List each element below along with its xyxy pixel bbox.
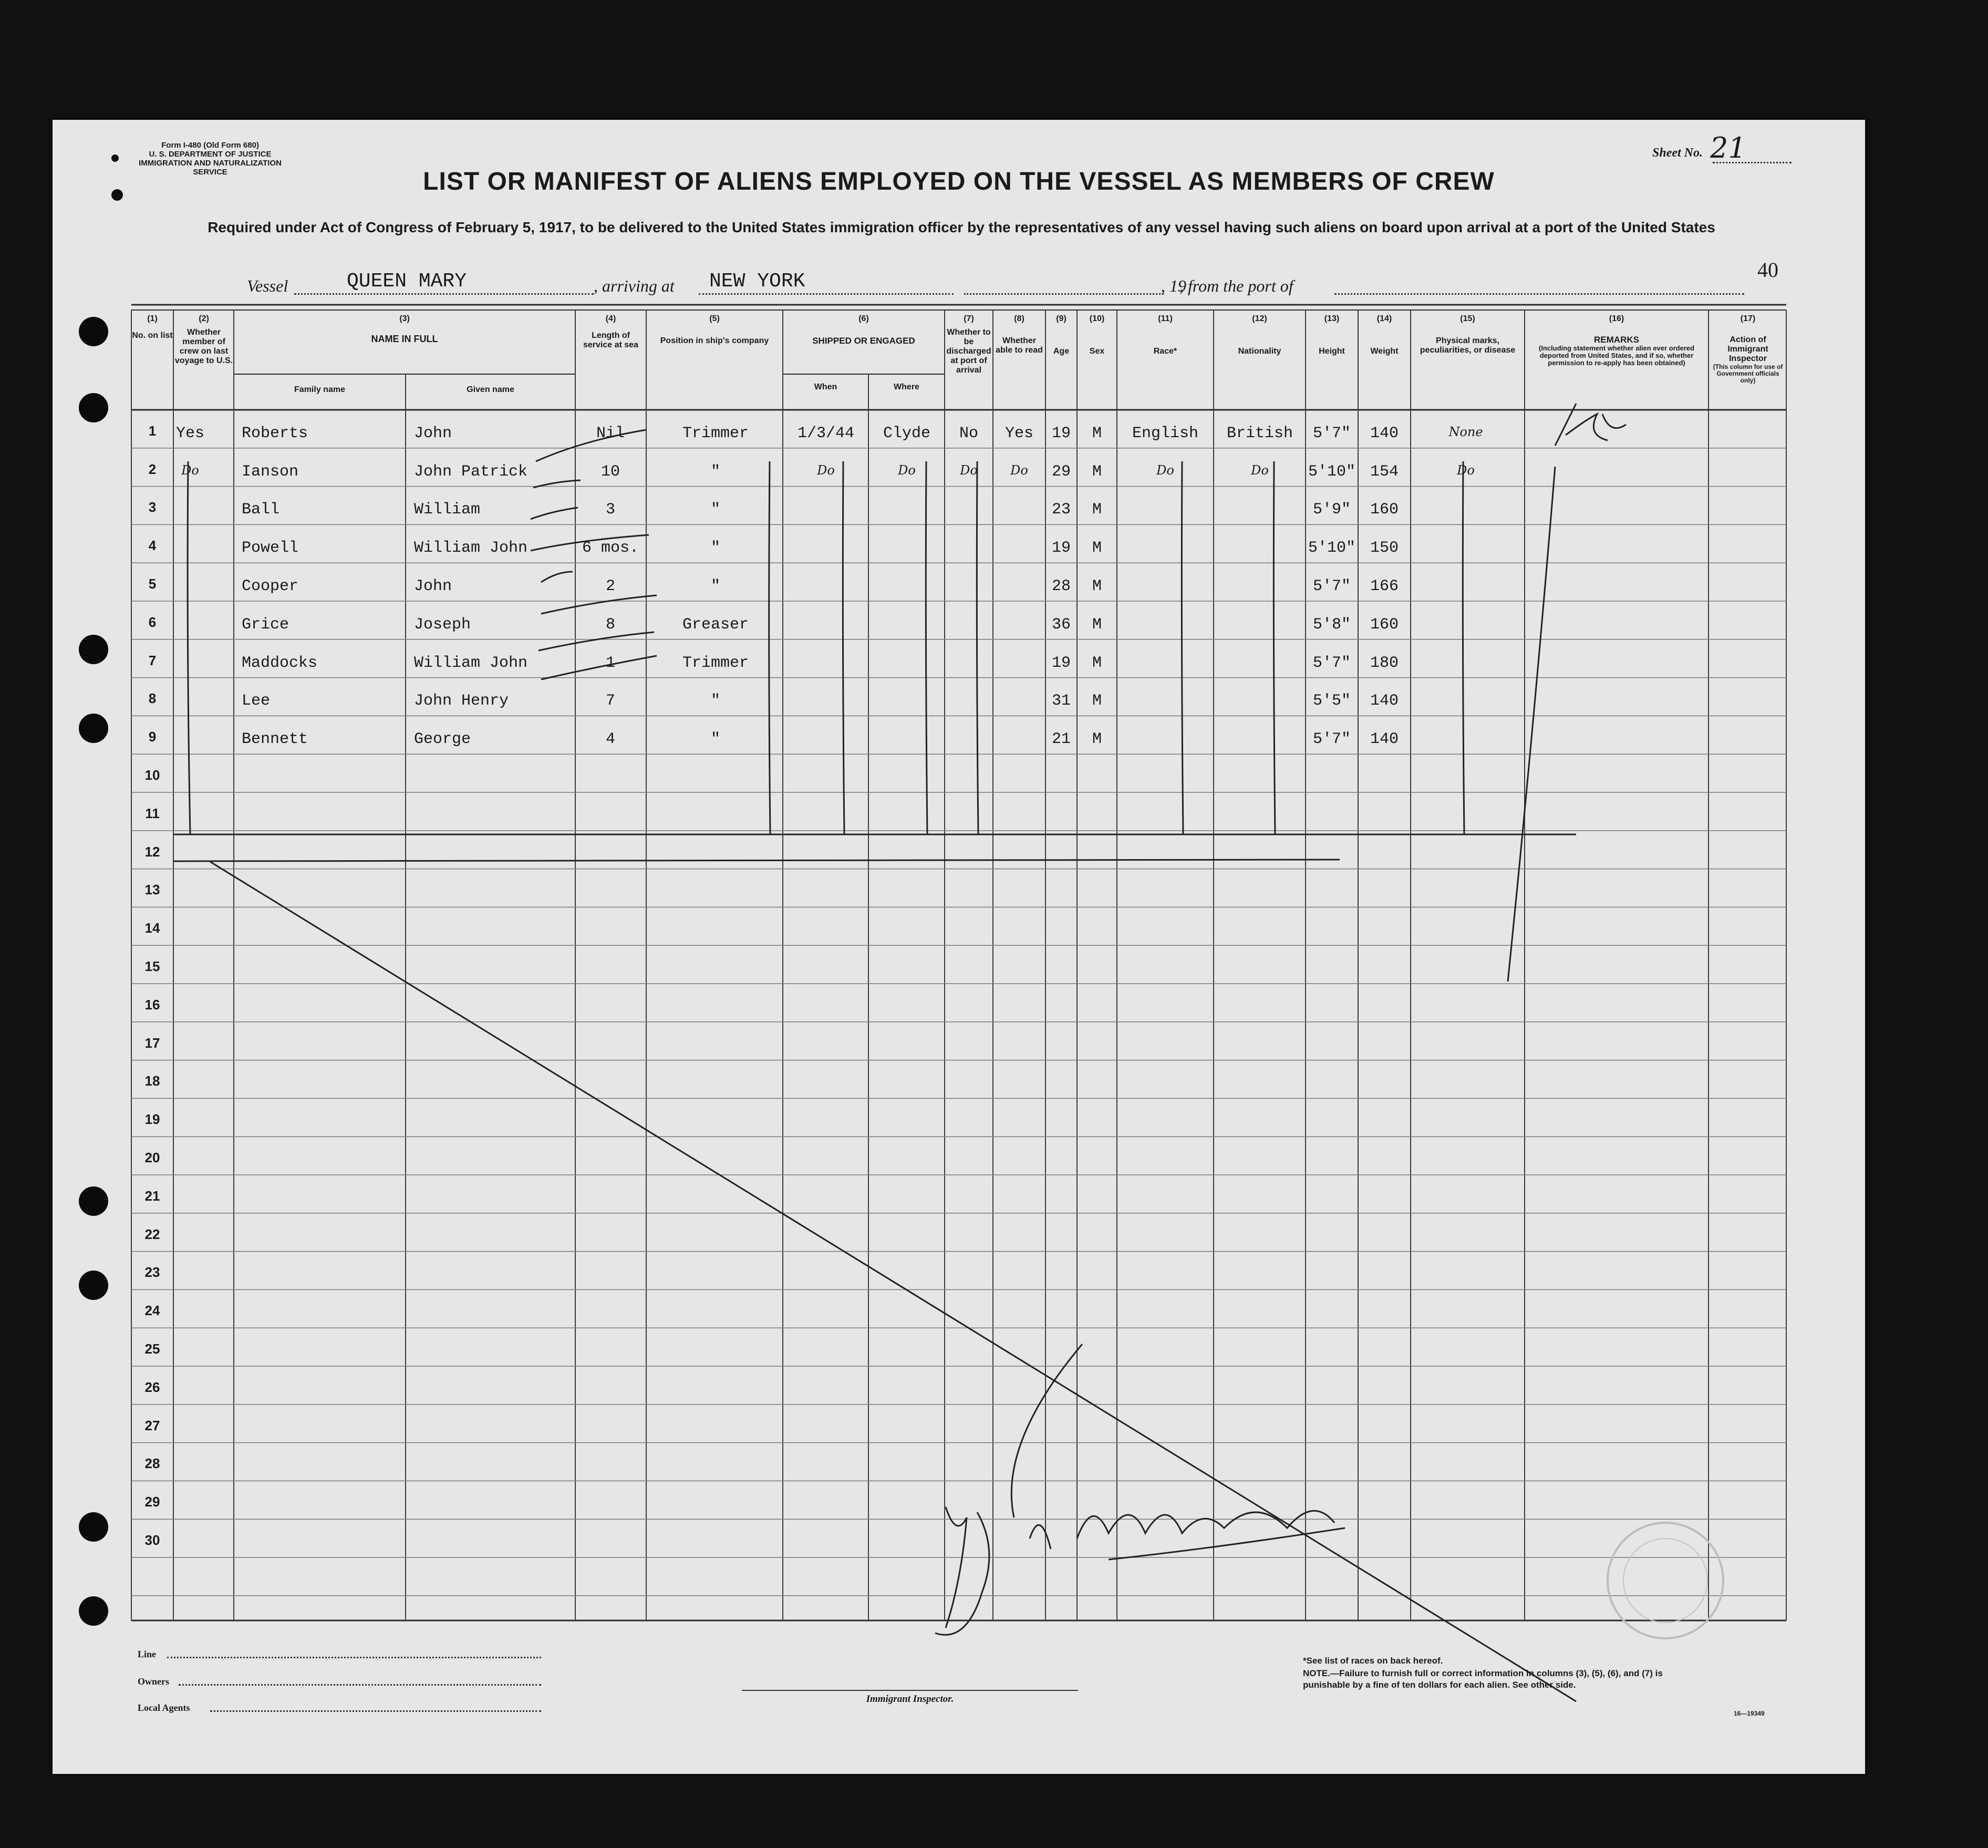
cell-discharged: No (959, 424, 978, 442)
immigrant-inspector-label: Immigrant Inspector. (866, 1694, 954, 1705)
col-header-race: (11) Race* (1153, 314, 1177, 356)
cell-age: 28 (1051, 577, 1071, 595)
cell-sex: M (1092, 615, 1102, 634)
row-number: 12 (144, 843, 160, 860)
cell-family: Maddocks (242, 654, 318, 672)
cell-height: 5'8" (1312, 615, 1351, 634)
row-number: 28 (144, 1455, 160, 1472)
cell-race: English (1132, 424, 1199, 442)
col-header-given-name: Given name (467, 385, 514, 394)
cell-marks: None (1448, 424, 1483, 439)
cell-sex: M (1092, 654, 1102, 672)
cell-given: John Patrick (414, 462, 528, 481)
row-number: 2 (148, 461, 157, 477)
col-header-age: (9) Age (1053, 314, 1070, 356)
cell-family: Grice (242, 615, 289, 634)
row-number: 25 (144, 1341, 160, 1357)
row-number: 14 (144, 920, 160, 936)
col-header-service: (4) Length of service at sea (583, 314, 638, 349)
cell-height: 5'9" (1312, 501, 1351, 519)
row-number: 4 (148, 538, 157, 554)
cell-when: Do (817, 462, 835, 478)
cell-family: Roberts (242, 424, 308, 442)
col-header-when: When (814, 383, 837, 391)
row-number: 10 (144, 767, 160, 783)
cell-nationality: British (1226, 424, 1293, 442)
col-header-weight: (14) Weight (1370, 314, 1399, 356)
cell-height: 5'5" (1312, 692, 1351, 710)
col-header-family-name: Family name (294, 385, 345, 394)
year-label: , 19 (1161, 276, 1186, 295)
cell-given: William (414, 501, 481, 519)
cell-where: Do (898, 462, 916, 478)
form-code: 16—19349 (1734, 1710, 1765, 1717)
cell-sex: M (1092, 462, 1102, 481)
cell-position: " (710, 462, 720, 481)
cell-last-voyage: Yes (175, 424, 204, 442)
cell-sex: M (1092, 730, 1102, 749)
cell-age: 31 (1051, 692, 1071, 710)
cell-position: " (710, 539, 720, 558)
row-number: 5 (148, 576, 157, 592)
owners-label: Owners (138, 1676, 169, 1687)
cell-service: 8 (605, 615, 615, 634)
cell-given: William John (414, 654, 528, 672)
row-number: 11 (145, 805, 160, 821)
col-header-discharged: (7) Whether to be discharged at port of arrival (946, 314, 991, 375)
cell-family: Lee (242, 692, 271, 710)
cell-position: Trimmer (682, 654, 749, 672)
col-header-position: (5) Position in ship's company (660, 314, 769, 345)
row-number: 29 (144, 1494, 160, 1510)
row-number: 23 (144, 1264, 160, 1281)
row-number: 24 (144, 1303, 160, 1319)
arriving-label: , arriving at (594, 276, 675, 295)
col-header-where: Where (894, 383, 919, 391)
row-number: 9 (148, 729, 157, 745)
cell-age: 29 (1051, 462, 1071, 481)
vessel-label: Vessel (247, 276, 288, 295)
col-header-sex: (10) Sex (1089, 314, 1105, 356)
cell-nationality: Do (1251, 462, 1269, 478)
cell-family: Bennett (242, 730, 308, 749)
cell-position: Greaser (682, 615, 749, 634)
cell-given: Joseph (414, 615, 471, 634)
cell-sex: M (1092, 692, 1102, 710)
manifest-sheet (53, 120, 1865, 1774)
col-header-marks: (15) Physical marks, peculiarities, or disease (1420, 314, 1516, 355)
cell-given: John Henry (414, 692, 509, 710)
row-number: 27 (144, 1417, 160, 1433)
cell-position: Trimmer (682, 424, 749, 442)
row-number: 18 (144, 1073, 160, 1089)
row-number: 30 (144, 1532, 160, 1548)
cell-family: Cooper (242, 577, 299, 595)
cell-sex: M (1092, 539, 1102, 558)
cell-height: 5'7" (1312, 730, 1351, 749)
from-port-label: , from the port of (1179, 276, 1293, 295)
cell-last-voyage: Do (181, 462, 199, 478)
cell-race: Do (1156, 462, 1174, 478)
cell-position: " (710, 692, 720, 710)
col-header-shipped: (6) SHIPPED OR ENGAGED (812, 314, 915, 346)
row-number: 20 (144, 1150, 160, 1165)
races-note: *See list of races on back hereof. (1303, 1656, 1443, 1666)
cell-sex: M (1092, 501, 1102, 519)
row-number: 6 (148, 614, 157, 630)
cell-age: 23 (1051, 501, 1071, 519)
row-number: 7 (148, 652, 157, 668)
cell-height: 5'10" (1308, 539, 1355, 558)
cell-service: 7 (605, 692, 615, 710)
sheet-label: Sheet No. (1652, 146, 1703, 160)
cell-weight: 180 (1370, 654, 1399, 672)
cell-height: 5'10" (1308, 462, 1355, 481)
arriving-port: NEW YORK (709, 270, 805, 293)
cell-position: " (710, 730, 720, 749)
cell-age: 36 (1051, 615, 1071, 634)
penalty-note: NOTE.—Failure to furnish full or correct information in columns (3), (5), (6), and (7) is punishable by a fine of ten dollars for each alien. See other side. (1303, 1668, 1663, 1690)
cell-sex: M (1092, 577, 1102, 595)
cell-weight: 140 (1370, 692, 1399, 710)
cell-age: 19 (1051, 654, 1071, 672)
row-number: 13 (144, 882, 160, 898)
cell-given: William John (414, 539, 528, 558)
row-number: 21 (144, 1188, 160, 1204)
col-header-nationality: (12) Nationality (1238, 314, 1281, 356)
cell-weight: 166 (1370, 577, 1399, 595)
row-number: 26 (144, 1379, 160, 1395)
row-number: 3 (148, 499, 157, 515)
cell-service: 3 (605, 501, 615, 519)
cell-age: 19 (1051, 539, 1071, 558)
cell-read: Yes (1005, 424, 1033, 442)
row-number: 8 (148, 690, 157, 707)
cell-height: 5'7" (1312, 654, 1351, 672)
cell-weight: 140 (1370, 730, 1399, 749)
col-header-remarks: (16) REMARKS (Including statement whether alien ever ordered deported from United States, and if so, whether permission to re-apply has been obtained) (1538, 314, 1695, 367)
cell-weight: 160 (1370, 615, 1399, 634)
cell-family: Ianson (242, 462, 299, 481)
cell-position: " (710, 501, 720, 519)
line-label: Line (138, 1649, 157, 1659)
cell-position: " (710, 577, 720, 595)
cell-discharged: Do (960, 462, 978, 478)
cell-weight: 140 (1370, 424, 1399, 442)
cell-service: 2 (605, 577, 615, 595)
cell-height: 5'7" (1312, 424, 1351, 442)
row-number: 15 (144, 958, 160, 974)
cell-weight: 160 (1370, 501, 1399, 519)
cell-read: Do (1010, 462, 1028, 478)
stamp-number: 40 (1757, 258, 1778, 282)
row-number: 16 (144, 996, 160, 1013)
cell-age: 21 (1051, 730, 1071, 749)
col-header-height: (13) Height (1319, 314, 1345, 356)
local-agents-label: Local Agents (138, 1702, 190, 1713)
cell-sex: M (1092, 424, 1102, 442)
cell-where: Clyde (883, 424, 930, 442)
cell-when: 1/3/44 (797, 424, 855, 442)
cell-weight: 150 (1370, 539, 1399, 558)
subtitle: Required under Act of Congress of February 5, 1917, to be delivered to the United States immigration officer by the representatives of any vessel having such aliens on board upon arrival at a port of the United States (208, 219, 1715, 235)
cell-service: 6 mos. (582, 539, 639, 558)
cell-given: John (414, 424, 452, 442)
col-header-no: (1) No. on list (132, 314, 173, 340)
cell-service: 10 (600, 462, 620, 481)
cell-service: Nil (596, 424, 625, 442)
cell-family: Ball (242, 501, 280, 519)
row-number: 17 (144, 1035, 160, 1051)
row-number: 1 (148, 422, 157, 439)
cell-given: John (414, 577, 452, 595)
row-number: 19 (144, 1111, 160, 1128)
cell-height: 5'7" (1312, 577, 1351, 595)
cell-weight: 154 (1370, 462, 1399, 481)
page-title: LIST OR MANIFEST OF ALIENS EMPLOYED ON THE VESSEL AS MEMBERS OF CREW (423, 168, 1495, 195)
col-header-name: (3) NAME IN FULL (371, 314, 438, 344)
vessel-name: QUEEN MARY (347, 270, 467, 293)
col-header-read: (8) Whether able to read (996, 314, 1043, 355)
cell-service: 4 (605, 730, 615, 749)
row-number: 22 (144, 1226, 160, 1242)
sheet-number: 21 (1710, 131, 1746, 164)
cell-given: George (414, 730, 471, 749)
cell-marks: Do (1457, 462, 1475, 478)
col-header-last-voyage: (2) Whether member of crew on last voyage to U.S. (174, 314, 233, 365)
col-header-inspector: (17) Action of Immigrant Inspector (This column for use of Government officials only) (1713, 314, 1783, 384)
cell-age: 19 (1051, 424, 1071, 442)
cell-family: Powell (242, 539, 299, 558)
form-identifier: Form I-480 (Old Form 680) U. S. DEPARTMENT OF JUSTICE IMMIGRATION AND NATURALIZATION SERVICE (139, 141, 282, 177)
cell-service: 1 (605, 654, 615, 672)
